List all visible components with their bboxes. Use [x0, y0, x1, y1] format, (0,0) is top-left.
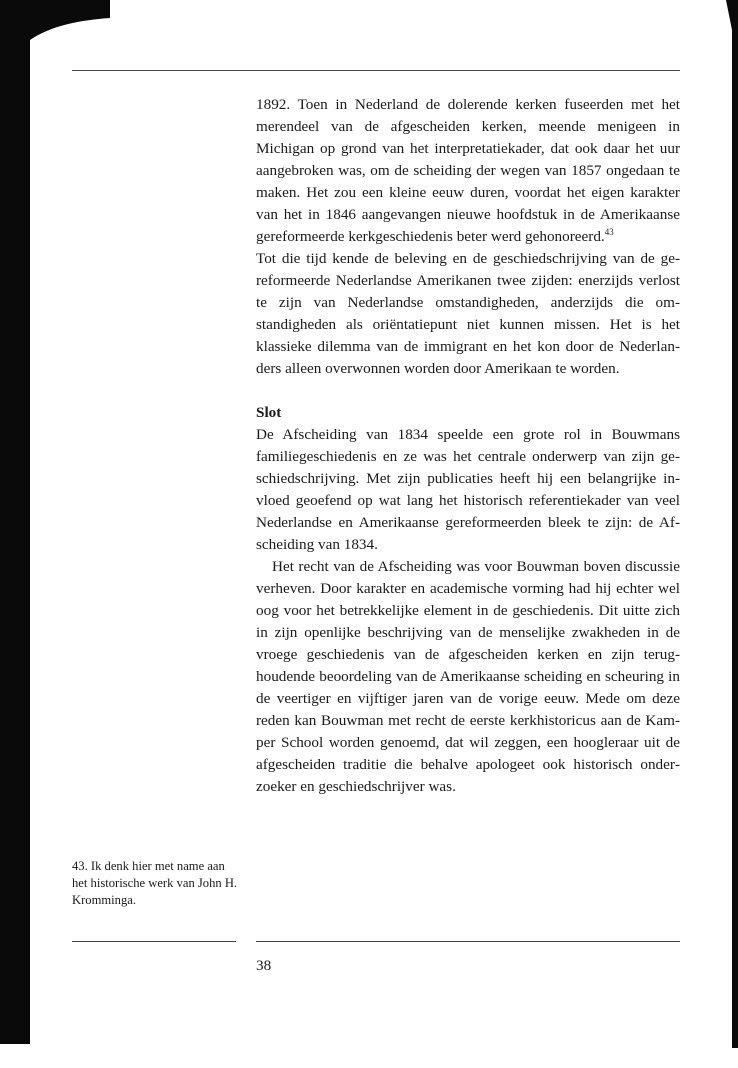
header-rule — [72, 70, 680, 71]
paragraph-text: 1892. Toen in Nederland de dolerende kerken fuseerden met het merendeel van de afgescheiden kerken, meende menigeen in Michigan op grond van het interpretatiekader, dat ook daar het uur aangebroken was, om de scheiding der wegen van 1857 ongedaan te maken. Het zou een kleine eeuw duren, voordat het eigen karakter van het in 1846 aangevangen nieuwe hoofdstuk in de Amerikaanse gereformeerde kerkgeschiedenis beter werd gehonoreerd. — [256, 96, 680, 245]
footnote-reference[interactable]: 43 — [604, 227, 614, 237]
page-number: 38 — [256, 957, 272, 974]
section-heading: Slot — [256, 404, 282, 421]
footnote-rule — [72, 941, 236, 942]
footer-rule — [256, 941, 680, 942]
body-paragraph: Het recht van de Afscheiding was voor Bouwman boven discussie verheven. Door karakter en academische vorming had hij echter wel oog voor het betrekkelijke element in de geschiedenis. Dit uitte zich in zijn openlijke beschrijving van de menselijke zwakheden in de vroege geschiedenis van de afgescheiden kerken en zijn terughoudende beoordeling van de Amerikaanse scheiding en scheuring in de veertiger en vijftiger jaren van de vorige eeuw. Mede om deze reden kan Bouwman met recht de eerste kerkhistoricus aan de Kamper School worden genoemd, dat wil zeggen, een hoogleraar uit de afgescheiden traditie die behalve apologeet ook historisch onderzoeker en geschiedschrijver was. — [256, 558, 680, 795]
scan-border-left — [0, 0, 30, 1044]
body-paragraph — [256, 94, 680, 380]
footnote: 43. Ik denk hier met name aan het historische werk van John H. Kromminga. — [72, 859, 238, 907]
main-text-column — [256, 94, 680, 798]
scan-border-right — [726, 0, 738, 1048]
scan-corner-top-left — [0, 0, 110, 40]
paragraph-text: Tot die tijd kende de beleving en de geschiedschrijving van de gereformeerde Nederlandse Amerikanen twee zijden: enerzijds verlost te zijn van Nederlandse omstandigheden, anderzijds die omstandigheden als oriëntatiepunt niet kunnen missen. Het is het klassieke dilemma van de immigrant en het kon door de Nederlanders alleen overwonnen worden door Amerikaan te worden. — [256, 250, 680, 377]
body-paragraph: De Afscheiding van 1834 speelde een grote rol in Bouwmans familiegeschiedenis en ze was het centrale onderwerp van zijn geschiedschrijving. Met zijn publicaties heeft hij een belangrijke invloed geoefend op wat lang het historisch referentiekader van veel Nederlandse en Amerikaanse gereformeerden bleek te zijn: de Afscheiding van 1834. — [256, 426, 680, 553]
